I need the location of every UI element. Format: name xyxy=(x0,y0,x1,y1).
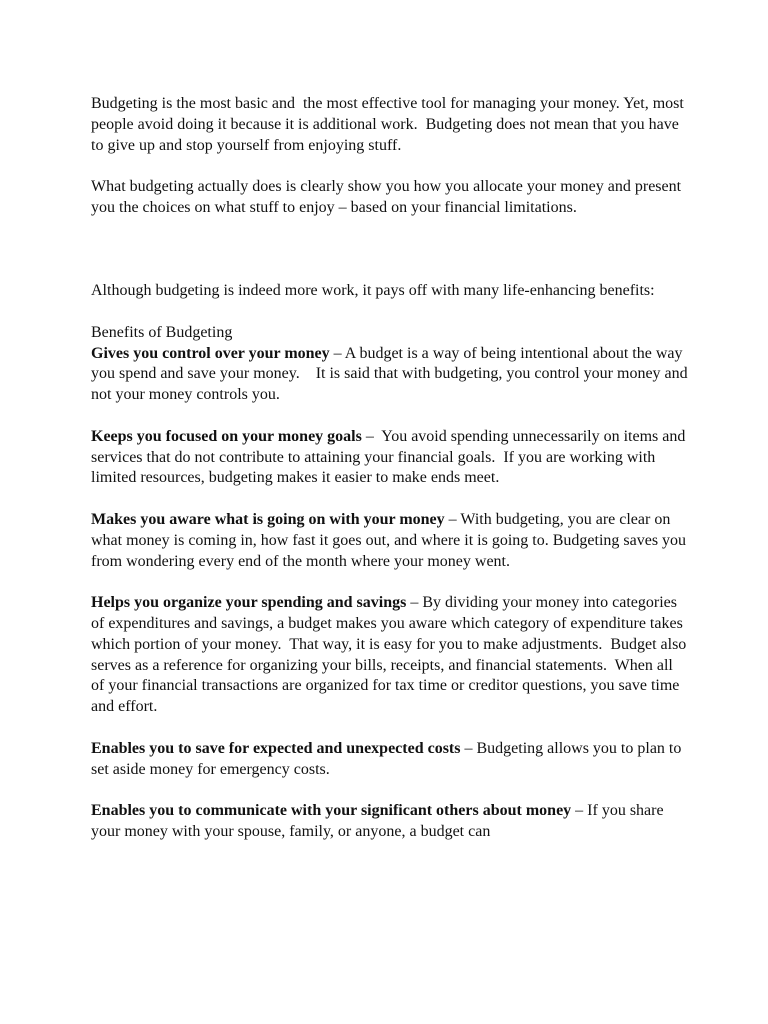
benefit-title: Helps you organize your spending and savings xyxy=(91,594,407,612)
benefit-text: – A budget is a way of being intentional about the way you spend and save your money. It is said that with budgeting, you control your money and not your money controls you. xyxy=(91,344,692,404)
benefit-paragraph xyxy=(91,510,689,572)
benefit-paragraph xyxy=(91,344,692,406)
document-body xyxy=(91,94,692,843)
benefit-text: – You avoid spending unnecessarily on items and services that do not contribute to attaining your financial goals. If you are working with limited resources, budgeting makes it easier to make ends meet. xyxy=(91,427,690,487)
benefit-text: – If you share your money with your spouse, family, or anyone, a budget can xyxy=(91,802,668,840)
benefit-text: – With budgeting, you are clear on what money is coming in, how fast it goes out, and where it is going to. Budgeting saves you from wondering every end of the month where your money went. xyxy=(91,510,691,570)
benefit-title: Makes you aware what is going on with your money xyxy=(91,510,445,528)
benefit-title: Gives you control over your money xyxy=(91,344,330,362)
benefit-title: Keeps you focused on your money goals xyxy=(91,427,362,445)
benefit-text: – By dividing your money into categories of expenditures and savings, a budget makes you aware which category of expenditure takes which portion of your money. That way, it is easy for you to make adjustments. Budget also serves as a reference for organizing your bills, receipts, and financial statements. When all of your financial transactions are organized for tax time or creditor questions, you save time and effort. xyxy=(91,594,691,716)
benefit-title: Enables you to communicate with your significant others about money xyxy=(91,802,572,820)
intro-paragraph-3: Although budgeting is indeed more work, it pays off with many life-enhancing benefits: xyxy=(91,282,655,300)
benefit-paragraph xyxy=(91,427,689,489)
benefit-paragraph xyxy=(91,801,689,843)
intro-paragraph-2: What budgeting actually does is clearly show you how you allocate your money and present you the choices on what stuff to enjoy – based on your financial limitations. xyxy=(91,178,686,216)
benefits-heading: Benefits of Budgeting xyxy=(91,323,233,341)
benefit-paragraph xyxy=(91,739,689,781)
benefit-text: – Budgeting allows you to plan to set aside money for emergency costs. xyxy=(91,739,686,778)
intro-paragraph-1: Budgeting is the most basic and the most effective tool for managing your money. Yet, most people avoid doing it because it is additional work. Budgeting does not mean that you have to give up and stop yourself from enjoying stuff. xyxy=(91,95,688,154)
benefit-title: Enables you to save for expected and unexpected costs xyxy=(91,739,461,757)
benefit-paragraph xyxy=(91,593,689,718)
